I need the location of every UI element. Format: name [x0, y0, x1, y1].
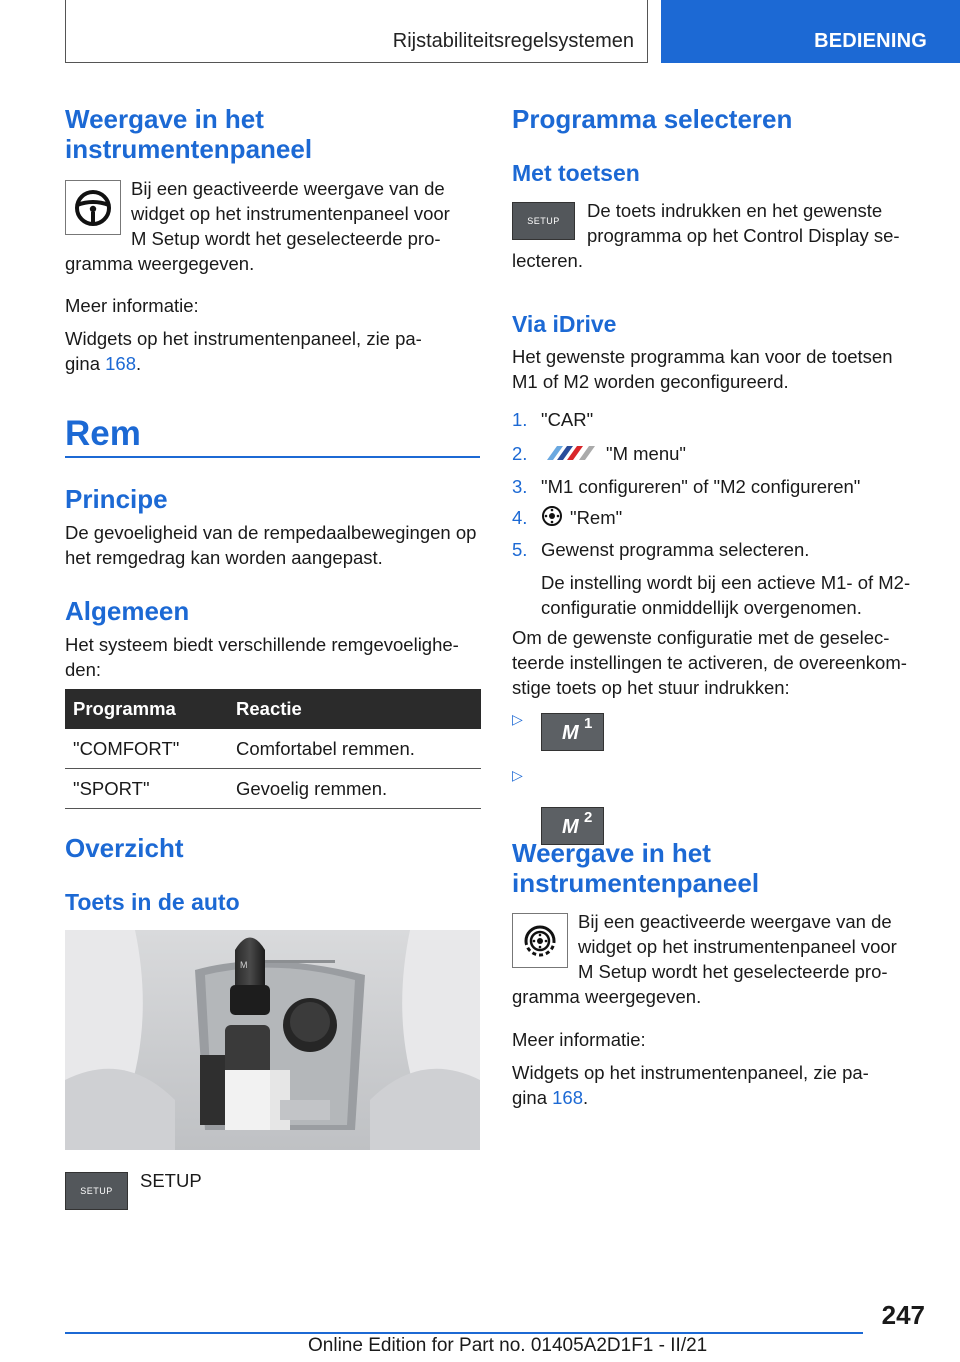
- overzicht-heading: Overzicht: [65, 833, 184, 863]
- more-info-label-right: Meer informatie:: [512, 1029, 646, 1050]
- prog-heading: Programma selecteren: [512, 104, 793, 134]
- setup-button-icon: [512, 202, 575, 240]
- brake-program-table: [65, 689, 481, 809]
- step-number: 3.: [512, 476, 528, 497]
- config-text: Om de gewenste configuratie met de geselec-teerde instellingen te activeren, de overeenkom-stige toets op het stuur indrukken:: [512, 627, 907, 698]
- more-info-prefix: gina: [512, 1087, 553, 1108]
- table-row: [65, 729, 481, 769]
- display-text-right-2: widget op het instrumentenpaneel voor: [578, 936, 897, 957]
- more-info-ref-left: [65, 351, 141, 376]
- brake-display-icon: [512, 913, 568, 968]
- step-text: "M1 configureren" of "M2 configureren": [541, 476, 861, 497]
- table-row: [65, 769, 481, 809]
- toetsen-text-1: De toets indrukken en het gewenste: [587, 200, 883, 221]
- step-number: 5.: [512, 539, 528, 560]
- more-info-label-left: Meer informatie:: [65, 295, 199, 316]
- toetsen-heading: Met toetsen: [512, 160, 640, 186]
- setup-button-text: SETUP: [527, 216, 560, 226]
- step-text: Gewenst programma selecteren.: [541, 539, 810, 560]
- footer-rule: [65, 1332, 863, 1334]
- principe-heading: Principe: [65, 484, 168, 514]
- table-cell: Comfortabel remmen.: [228, 729, 481, 769]
- chapter-tab-label: BEDIENING: [814, 30, 927, 52]
- page-link-168-right[interactable]: 168: [552, 1087, 583, 1108]
- rem-title-rule: [65, 456, 480, 458]
- car-console-photo: [65, 930, 480, 1150]
- setup-label: SETUP: [140, 1170, 202, 1191]
- chapter-tab[interactable]: [661, 0, 960, 63]
- display-heading-right: Weergave in het instrumentenpaneel: [512, 838, 760, 898]
- table-cell: "SPORT": [65, 769, 228, 809]
- steering-wheel-icon: [65, 180, 121, 235]
- m1-letter: M: [562, 722, 579, 744]
- display-text-left-4: gramma weergegeven.: [65, 253, 255, 274]
- m2-letter: M: [562, 816, 579, 838]
- edition-footer: Online Edition for Part no. 01405A2D1F1 - II/21: [308, 1335, 708, 1356]
- step-text: "CAR": [541, 409, 594, 430]
- step-text: "Rem": [570, 507, 623, 528]
- page-link-168-left[interactable]: 168: [105, 353, 136, 374]
- table-header-reactie: Reactie: [228, 689, 481, 729]
- display-text-right-4: gramma weergegeven.: [512, 986, 702, 1007]
- more-info-prefix: gina: [65, 353, 106, 374]
- algemeen-heading: Algemeen: [65, 596, 190, 626]
- section-title: Rijstabiliteitsregelsystemen: [392, 30, 634, 52]
- brake-disc-icon: [541, 505, 563, 532]
- page-number: 247: [881, 1300, 925, 1330]
- toetsen-text-3: lecteren.: [512, 250, 583, 271]
- m2-number: 2: [584, 809, 593, 826]
- display-text-left-3: M Setup wordt het geselecteerde pro-: [131, 228, 441, 249]
- step-text: "M menu": [606, 443, 686, 464]
- setup-button-text: SETUP: [80, 1186, 113, 1196]
- more-info-suffix: .: [583, 1087, 589, 1108]
- more-info-text-left: Widgets op het instrumentenpaneel, zie pa-: [65, 328, 422, 349]
- m1-number: 1: [584, 715, 593, 732]
- table-cell: Gevoelig remmen.: [228, 769, 481, 809]
- toetsen-text-2: programma op het Control Display se-: [587, 225, 900, 246]
- display-text-left-2: widget op het instrumentenpaneel voor: [131, 203, 450, 224]
- toets-heading: Toets in de auto: [65, 889, 240, 915]
- step5-note: De instelling wordt bij een actieve M1- of M2-configuratie onmiddellijk overgenomen.: [541, 572, 911, 618]
- rem-title: Rem: [65, 414, 141, 453]
- step-number: 4.: [512, 507, 528, 528]
- more-info-ref-right: [512, 1085, 588, 1110]
- table-header-programma: Programma: [65, 689, 228, 729]
- idrive-text: Het gewenste programma kan voor de toetsen M1 of M2 worden geconfigureerd.: [512, 346, 893, 392]
- m1-button-icon: [541, 713, 604, 751]
- display-text-right-3: M Setup wordt het geselecteerde pro-: [578, 961, 888, 982]
- svg-text:M: M: [240, 960, 248, 970]
- bullet-triangle: ▷: [512, 711, 523, 727]
- step-number: 1.: [512, 409, 528, 430]
- display-text-left-1: Bij een geactiveerde weergave van de: [131, 178, 445, 199]
- principe-text: De gevoeligheid van de rempedaalbewegingen op het remgedrag kan worden aangepast.: [65, 522, 477, 568]
- algemeen-text: Het systeem biedt verschillende remgevoelighe-den:: [65, 634, 459, 680]
- display-heading-left: Weergave in het instrumentenpaneel: [65, 104, 313, 164]
- bullet-triangle: ▷: [512, 767, 523, 783]
- step-number: 2.: [512, 443, 528, 464]
- more-info-text-right: Widgets op het instrumentenpaneel, zie pa-: [512, 1062, 869, 1083]
- display-text-right-1: Bij een geactiveerde weergave van de: [578, 911, 892, 932]
- more-info-suffix: .: [136, 353, 142, 374]
- table-cell: "COMFORT": [65, 729, 228, 769]
- setup-button-icon: [65, 1172, 128, 1210]
- m-stripes-icon: [541, 444, 597, 467]
- idrive-heading: Via iDrive: [512, 311, 617, 337]
